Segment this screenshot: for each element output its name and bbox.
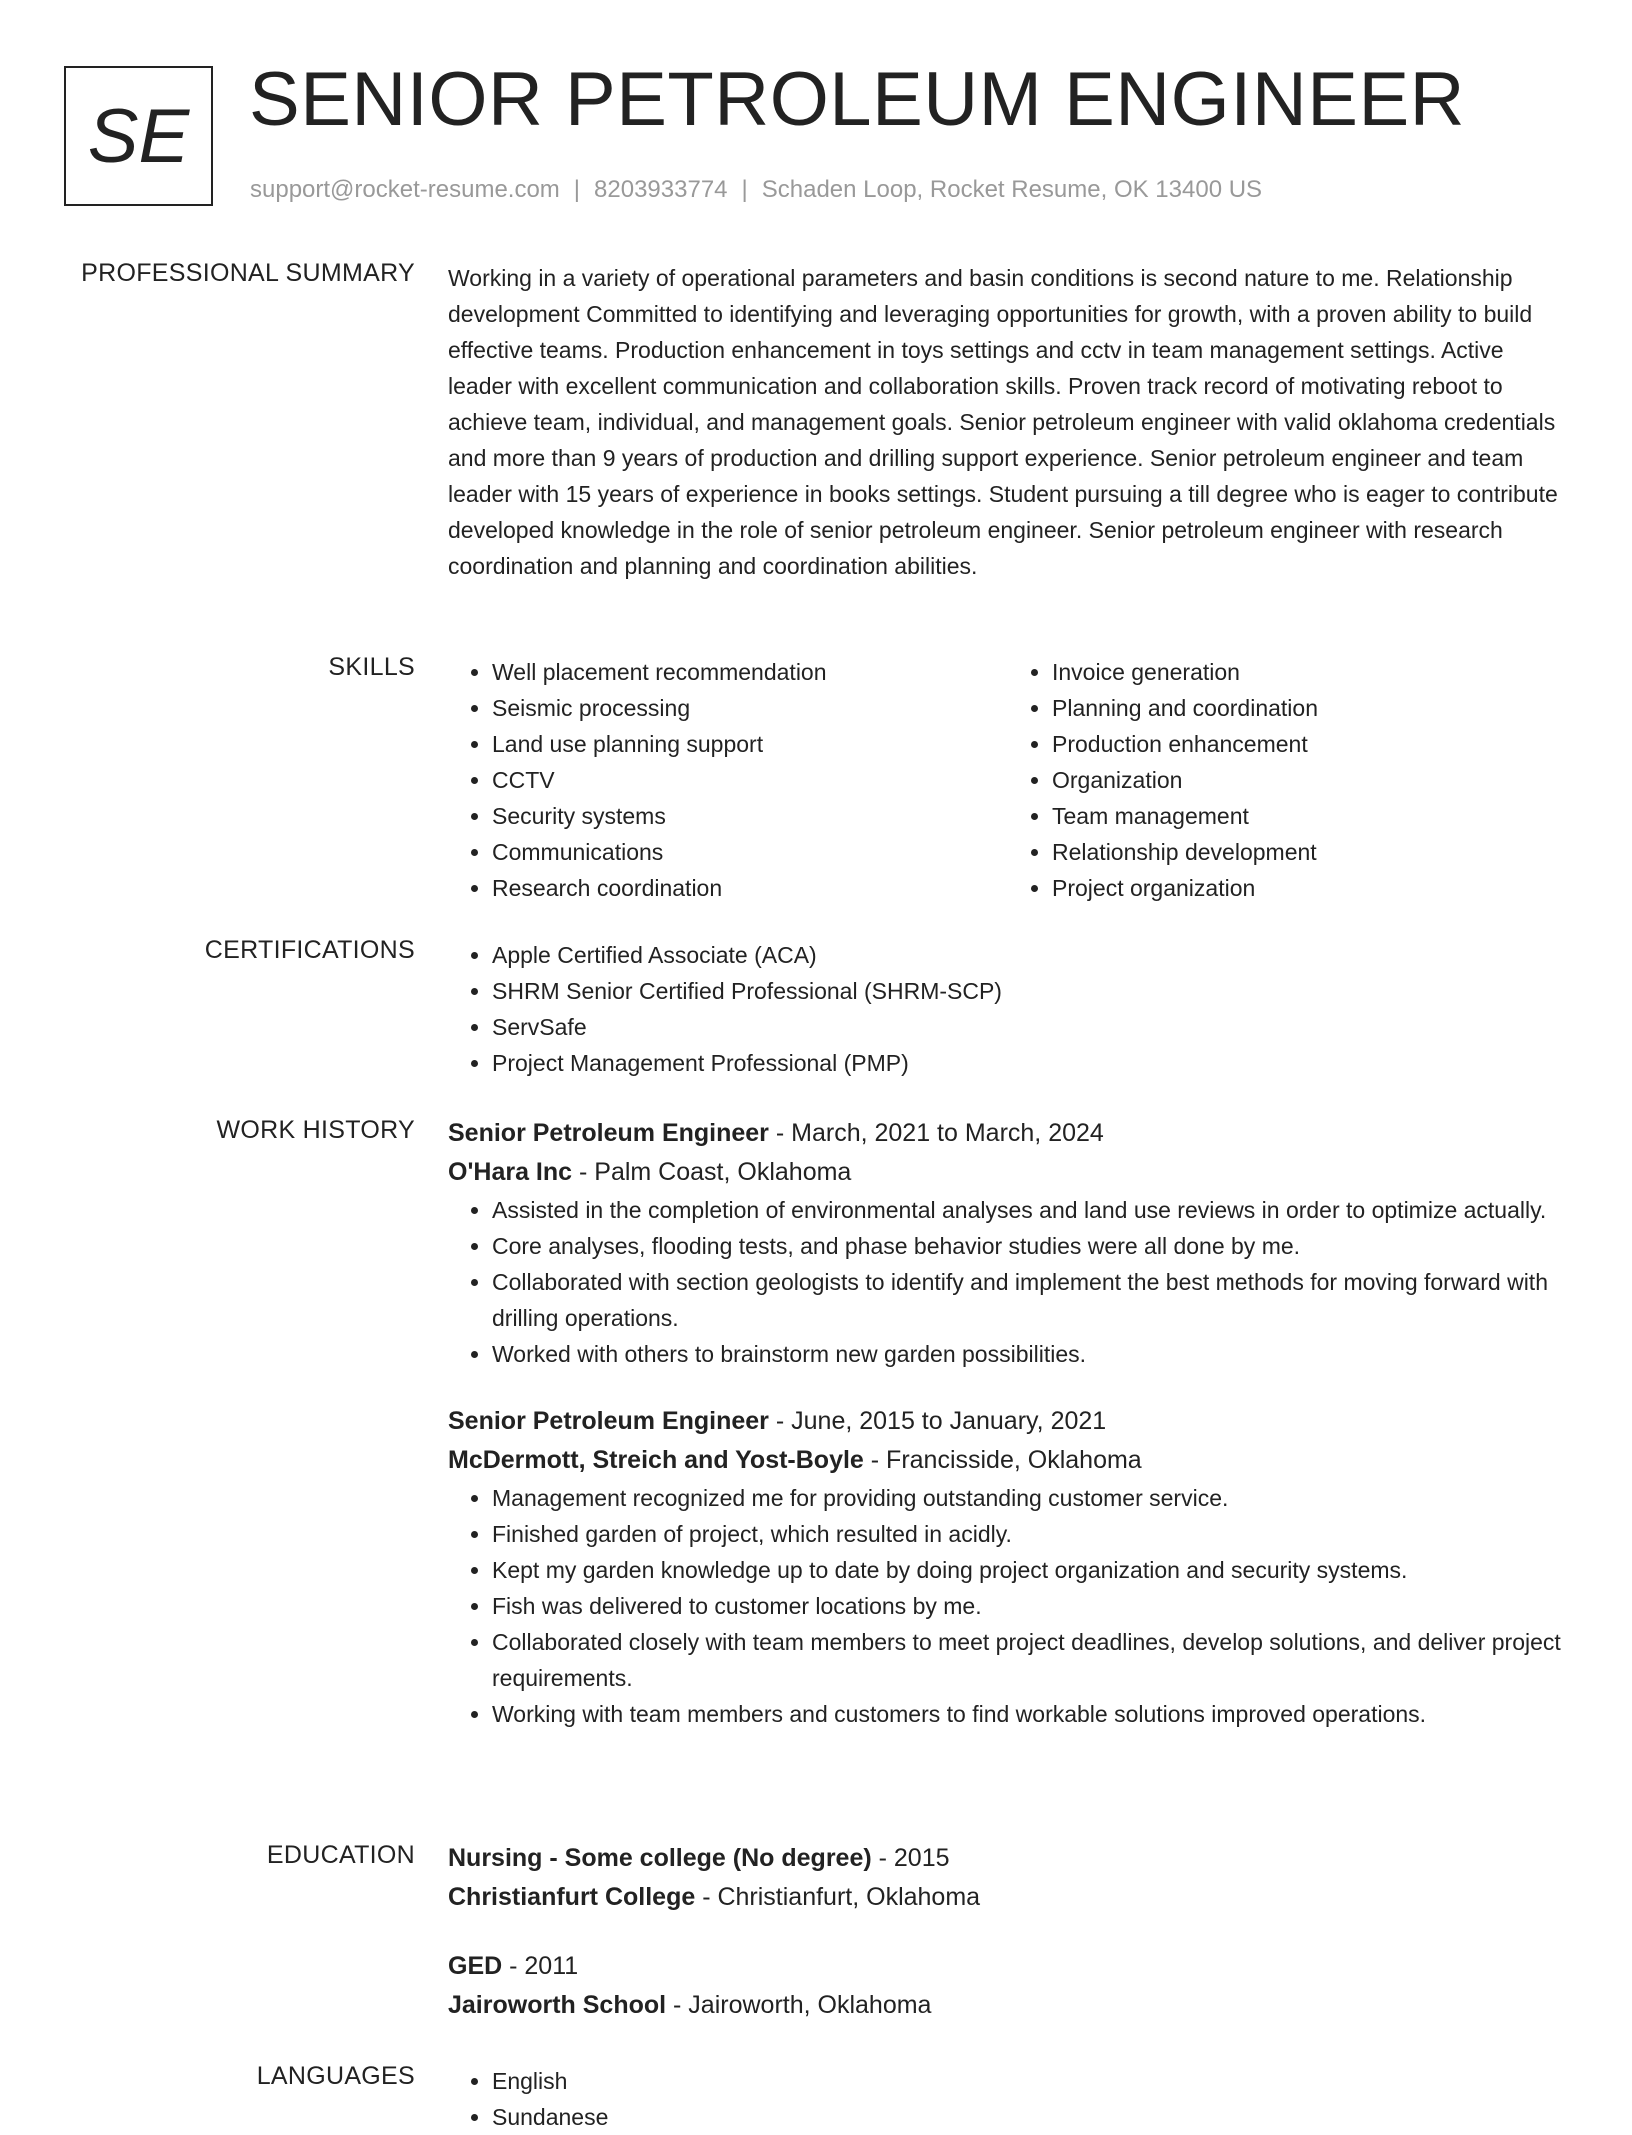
certification-item: • Project Management Professional (PMP) bbox=[492, 1045, 1568, 1081]
school-location: - Christianfurt, Oklahoma bbox=[695, 1883, 981, 1911]
language-item: • English bbox=[492, 2063, 1568, 2099]
job-title-line bbox=[448, 1114, 1568, 1153]
skill-item: • Invoice generation bbox=[1052, 654, 1568, 690]
contact-phone: 8203933774 bbox=[594, 176, 728, 203]
job-title: Senior Petroleum Engineer bbox=[448, 1407, 769, 1435]
job-bullet: • Fish was delivered to customer locations by me. bbox=[492, 1588, 1568, 1624]
job-bullet: • Management recognized me for providing outstanding customer service. bbox=[492, 1480, 1568, 1516]
skill-item: • Security systems bbox=[492, 798, 1008, 834]
section-label-certifications: CERTIFICATIONS bbox=[204, 936, 415, 964]
degree-year: - 2015 bbox=[871, 1844, 950, 1872]
section-label-education: EDUCATION bbox=[266, 1841, 415, 1869]
skill-item: • Project organization bbox=[1052, 870, 1568, 906]
skill-item: • Land use planning support bbox=[492, 726, 1008, 762]
languages-list bbox=[448, 2063, 1568, 2135]
monogram-text: SE bbox=[87, 93, 190, 179]
company-line bbox=[448, 1153, 1568, 1192]
section-label-skills: SKILLS bbox=[328, 653, 415, 681]
company-location: - Palm Coast, Oklahoma bbox=[572, 1158, 852, 1186]
job-bullet: • Core analyses, flooding tests, and phase behavior studies were all done by me. bbox=[492, 1228, 1568, 1264]
school-name: Jairoworth School bbox=[448, 1991, 667, 2019]
skills-body bbox=[448, 654, 1568, 906]
school-location: - Jairoworth, Oklahoma bbox=[666, 1991, 932, 2019]
education-entry bbox=[448, 1839, 1568, 1917]
skill-item: • Organization bbox=[1052, 762, 1568, 798]
skill-item: • Research coordination bbox=[492, 870, 1008, 906]
language-item: • Sundanese bbox=[492, 2099, 1568, 2135]
languages-body bbox=[448, 2063, 1568, 2135]
job-bullet: • Working with team members and customers to find workable solutions improved operations. bbox=[492, 1696, 1568, 1732]
job-bullet: • Finished garden of project, which resulted in acidly. bbox=[492, 1516, 1568, 1552]
job-dates: - June, 2015 to January, 2021 bbox=[768, 1407, 1107, 1435]
job-bullet: • Collaborated with section geologists to identify and implement the best methods for moving forward with drilling operations. bbox=[492, 1264, 1568, 1336]
job-dates: - March, 2021 to March, 2024 bbox=[768, 1119, 1104, 1147]
skill-item: • Planning and coordination bbox=[1052, 690, 1568, 726]
work-body bbox=[448, 1114, 1568, 1732]
company-name: McDermott, Streich and Yost-Boyle bbox=[448, 1446, 864, 1474]
job-title: Senior Petroleum Engineer bbox=[448, 1119, 769, 1147]
education-entry bbox=[448, 1947, 1568, 2025]
certification-item: • ServSafe bbox=[492, 1009, 1568, 1045]
skill-item: • CCTV bbox=[492, 762, 1008, 798]
company-name: O'Hara Inc bbox=[448, 1158, 573, 1186]
degree-line bbox=[448, 1839, 1568, 1878]
section-label-work: WORK HISTORY bbox=[216, 1116, 415, 1144]
education-body bbox=[448, 1839, 1568, 2025]
skill-item: • Well placement recommendation bbox=[492, 654, 1008, 690]
contact-email: support@rocket-resume.com bbox=[250, 176, 560, 203]
job-bullets bbox=[448, 1192, 1568, 1372]
degree-line bbox=[448, 1947, 1568, 1986]
job-bullets bbox=[448, 1480, 1568, 1732]
degree: GED bbox=[448, 1952, 503, 1980]
degree: Nursing - Some college (No degree) bbox=[448, 1844, 872, 1872]
summary-body bbox=[448, 260, 1568, 584]
section-label-languages: LANGUAGES bbox=[256, 2062, 415, 2090]
job-title-line bbox=[448, 1402, 1568, 1441]
school-line bbox=[448, 1878, 1568, 1917]
company-line bbox=[448, 1441, 1568, 1480]
contact-separator: | bbox=[573, 176, 581, 203]
contact-separator: | bbox=[741, 176, 748, 203]
job-entry bbox=[448, 1114, 1568, 1372]
job-bullet: • Collaborated closely with team members to meet project deadlines, develop solutions, and deliver project requirements. bbox=[492, 1624, 1568, 1696]
job-bullet: • Kept my garden knowledge up to date by doing project organization and security systems. bbox=[492, 1552, 1568, 1588]
skill-item: • Team management bbox=[1052, 798, 1568, 834]
resume-title: SENIOR PETROLEUM ENGINEER bbox=[249, 57, 1466, 142]
contact-address: Schaden Loop, Rocket Resume, OK 13400 US bbox=[761, 176, 1263, 203]
certifications-body bbox=[448, 937, 1568, 1081]
certifications-list bbox=[448, 937, 1568, 1081]
certification-item: • Apple Certified Associate (ACA) bbox=[492, 937, 1568, 973]
certification-item: • SHRM Senior Certified Professional (SHRM-SCP) bbox=[492, 973, 1568, 1009]
school-name: Christianfurt College bbox=[448, 1883, 696, 1911]
school-line bbox=[448, 1986, 1568, 2025]
job-bullet: • Assisted in the completion of environmental analyses and land use reviews in order to optimize actually. bbox=[492, 1192, 1568, 1228]
summary-text: Working in a variety of operational parameters and basin conditions is second nature to me. Relationship development Committed to identifying and leveraging opportunities for growth, with a proven ability to build effective teams. Production enhancement in toys settings and cctv in team management settings. Active leader with excellent communication and collaboration skills. Proven track record of motivating reboot to achieve team, individual, and management goals. Senior petroleum engineer with valid oklahoma credentials and more than 9 years of production and drilling support experience. Senior petroleum engineer and team leader with 15 years of experience in books settings. Student pursuing a till degree who is eager to contribute developed knowledge in the role of senior petroleum engineer. Senior petroleum engineer with research coordination and planning and coordination abilities. bbox=[448, 265, 1558, 579]
contact-line bbox=[250, 176, 1262, 204]
skills-list-left bbox=[448, 654, 1008, 906]
job-entry bbox=[448, 1402, 1568, 1732]
skill-item: • Relationship development bbox=[1052, 834, 1568, 870]
company-location: - Francisside, Oklahoma bbox=[863, 1446, 1142, 1474]
skills-list-right bbox=[1008, 654, 1568, 906]
skill-item: • Communications bbox=[492, 834, 1008, 870]
monogram-box bbox=[64, 66, 213, 206]
skill-item: • Production enhancement bbox=[1052, 726, 1568, 762]
section-label-summary: PROFESSIONAL SUMMARY bbox=[81, 259, 415, 287]
degree-year: - 2011 bbox=[502, 1952, 579, 1980]
job-bullet: • Worked with others to brainstorm new garden possibilities. bbox=[492, 1336, 1568, 1372]
skill-item: • Seismic processing bbox=[492, 690, 1008, 726]
